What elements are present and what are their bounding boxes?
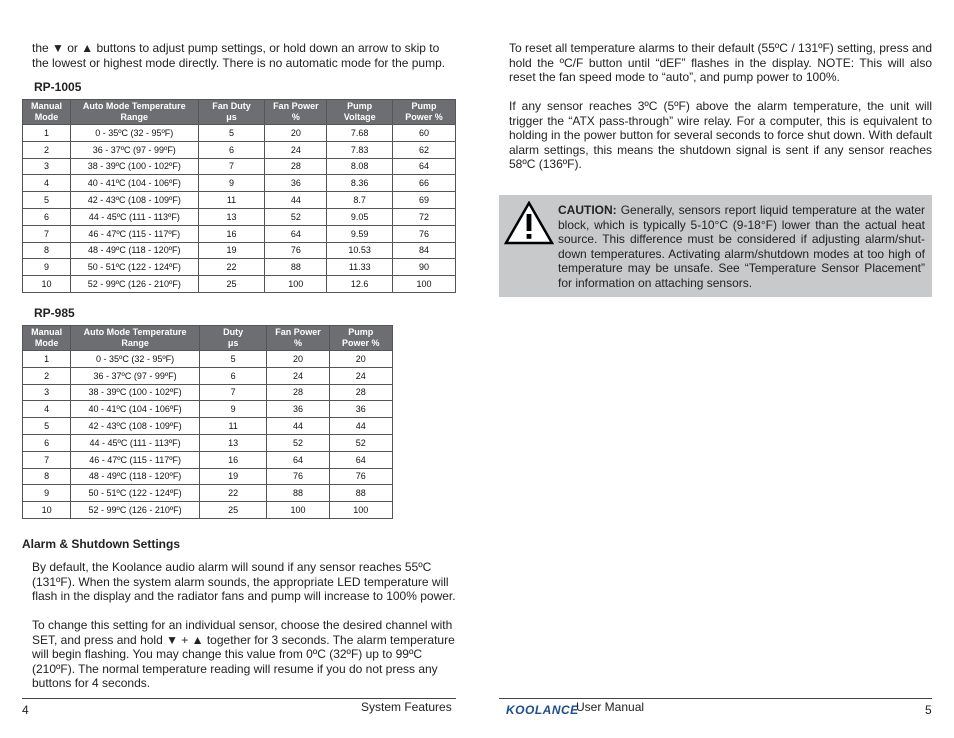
table-row — [23, 276, 456, 293]
table1-title: RP-1005 — [34, 80, 82, 94]
koolance-logo-text: KOOLANCE — [506, 703, 579, 717]
column-header-line: Fan Power — [275, 327, 321, 337]
table-cell: 9 — [23, 259, 71, 276]
table-cell: 50 - 51ºC (122 - 124ºF) — [71, 485, 200, 502]
table-cell: 9 — [23, 485, 71, 502]
table-cell: 100 — [265, 276, 327, 293]
column-header-line: Manual — [31, 327, 63, 337]
table-cell: 13 — [198, 208, 265, 225]
table-cell: 36 — [329, 401, 392, 418]
column-header — [327, 100, 393, 125]
column-header-line: μs — [227, 338, 239, 348]
table-cell: 66 — [393, 175, 456, 192]
table-cell: 25 — [198, 276, 265, 293]
table-cell: 4 — [23, 175, 71, 192]
table-cell: 20 — [329, 351, 392, 368]
table-row — [23, 434, 393, 451]
table-cell: 76 — [329, 468, 392, 485]
column-header-line: Pump — [348, 327, 374, 337]
table-cell: 62 — [393, 141, 456, 158]
table-cell: 5 — [23, 192, 71, 209]
table-cell: 3 — [23, 384, 71, 401]
table-cell: 16 — [199, 451, 266, 468]
column-header-line: % — [293, 338, 302, 348]
table-row — [23, 485, 393, 502]
table-cell: 7.83 — [327, 141, 393, 158]
table-cell: 2 — [23, 367, 71, 384]
column-header — [70, 100, 198, 125]
table-cell: 52 — [329, 434, 392, 451]
table-cell: 76 — [267, 468, 329, 485]
table-row — [23, 451, 393, 468]
column-header-line: Auto Mode Temperature — [82, 101, 186, 111]
table-cell: 19 — [199, 468, 266, 485]
table-cell: 48 - 49ºC (118 - 120ºF) — [71, 468, 200, 485]
footer-manual-title: User Manual — [576, 700, 645, 714]
column-header — [265, 100, 327, 125]
table-cell: 52 — [267, 434, 329, 451]
rp985-table — [22, 325, 393, 519]
pump-intro-paragraph: the ▼ or ▲ buttons to adjust pump settings, or hold down an arrow to skip to the lowest or highest mode directly. There is no automatic mode for the pump. — [32, 41, 446, 70]
table-cell: 76 — [265, 242, 327, 259]
table-cell: 60 — [393, 125, 456, 142]
table-cell: 48 - 49ºC (118 - 120ºF) — [70, 242, 198, 259]
column-header-line: Duty — [223, 327, 244, 337]
table-row — [23, 502, 393, 519]
column-header — [23, 326, 71, 351]
table-cell: 25 — [199, 502, 266, 519]
column-header-line: Fan Power — [273, 101, 319, 111]
table-cell: 9 — [198, 175, 265, 192]
table-cell: 9.59 — [327, 225, 393, 242]
table-cell: 44 - 45ºC (111 - 113ºF) — [71, 434, 200, 451]
table-cell: 40 - 41ºC (104 - 106ºF) — [70, 175, 198, 192]
table-cell: 42 - 43ºC (108 - 109ºF) — [70, 192, 198, 209]
table-row — [23, 225, 456, 242]
table-cell: 7 — [23, 225, 71, 242]
column-header-line: Pump — [347, 101, 373, 111]
column-header-line: Fan Duty — [212, 101, 251, 111]
caution-text — [558, 203, 925, 291]
table-cell: 11.33 — [327, 259, 393, 276]
table-row — [23, 468, 393, 485]
table-row — [23, 259, 456, 276]
table-cell: 44 - 45ºC (111 - 113ºF) — [70, 208, 198, 225]
column-header-line: Auto Mode Temperature — [83, 327, 187, 337]
table-cell: 0 - 35ºC (32 - 95ºF) — [71, 351, 200, 368]
table-cell: 11 — [199, 418, 266, 435]
table-cell: 100 — [329, 502, 392, 519]
table-cell: 10 — [23, 276, 71, 293]
table-cell: 4 — [23, 401, 71, 418]
right-footer-divider — [499, 698, 932, 699]
table-cell: 44 — [265, 192, 327, 209]
table-cell: 88 — [267, 485, 329, 502]
table-cell: 100 — [267, 502, 329, 519]
table-cell: 38 - 39ºC (100 - 102ºF) — [71, 384, 200, 401]
column-header-line: Manual — [30, 101, 62, 111]
table-cell: 9.05 — [327, 208, 393, 225]
column-header-line: % — [291, 112, 300, 122]
column-header-line: Mode — [34, 338, 59, 348]
table-cell: 36 — [267, 401, 329, 418]
table-cell: 0 - 35ºC (32 - 95ºF) — [70, 125, 198, 142]
table-cell: 5 — [23, 418, 71, 435]
table2-title: RP-985 — [34, 306, 75, 320]
table-cell: 8.08 — [327, 158, 393, 175]
page-number-right: 5 — [925, 703, 932, 717]
table-cell: 2 — [23, 141, 71, 158]
column-header-line: μs — [226, 112, 237, 122]
table-cell: 20 — [267, 351, 329, 368]
table-row — [23, 242, 456, 259]
table-cell: 8.7 — [327, 192, 393, 209]
table-cell: 24 — [329, 367, 392, 384]
table-cell: 46 - 47ºC (115 - 117ºF) — [70, 225, 198, 242]
table-header-row — [23, 326, 393, 351]
column-header — [199, 326, 266, 351]
table-cell: 36 — [265, 175, 327, 192]
table-cell: 16 — [198, 225, 265, 242]
column-header — [23, 100, 71, 125]
table-cell: 7.68 — [327, 125, 393, 142]
table-cell: 52 - 99ºC (126 - 210ºF) — [71, 502, 200, 519]
table-cell: 64 — [329, 451, 392, 468]
table-row — [23, 384, 393, 401]
table-cell: 38 - 39ºC (100 - 102ºF) — [70, 158, 198, 175]
table-cell: 28 — [329, 384, 392, 401]
table-cell: 46 - 47ºC (115 - 117ºF) — [71, 451, 200, 468]
column-header-line: Pump — [411, 101, 437, 111]
column-header — [393, 100, 456, 125]
table-cell: 1 — [23, 351, 71, 368]
koolance-logo — [506, 701, 579, 717]
table-cell: 24 — [265, 141, 327, 158]
table-cell: 40 - 41ºC (104 - 106ºF) — [71, 401, 200, 418]
column-header — [267, 326, 329, 351]
table-cell: 19 — [198, 242, 265, 259]
table-cell: 84 — [393, 242, 456, 259]
column-header-line: Range — [121, 338, 149, 348]
table-cell: 28 — [267, 384, 329, 401]
alarm-paragraph-2: To change this setting for an individual sensor, choose the desired channel with SET, and press and hold ▼ + ▲ together for 3 seconds. The alarm temperature will begin flashing. You may change this value from 0ºC (32ºF) up to 99ºC (210ºF). The normal temperature reading will resume if you do not press any buttons for 4 seconds. — [32, 618, 455, 691]
page-number-left: 4 — [22, 703, 29, 717]
table-cell: 28 — [265, 158, 327, 175]
table-cell: 50 - 51ºC (122 - 124ºF) — [70, 259, 198, 276]
footer-section-title: System Features — [361, 700, 452, 714]
table-row — [23, 418, 393, 435]
table-row — [23, 367, 393, 384]
caution-box — [499, 195, 932, 297]
table-row — [23, 401, 393, 418]
table-cell: 7 — [199, 384, 266, 401]
column-header — [329, 326, 392, 351]
table-cell: 7 — [23, 451, 71, 468]
table-cell: 6 — [23, 208, 71, 225]
column-header — [198, 100, 265, 125]
table-row — [23, 175, 456, 192]
table-cell: 52 - 99ºC (126 - 210ºF) — [70, 276, 198, 293]
column-header-line: Mode — [34, 112, 59, 122]
table-cell: 44 — [329, 418, 392, 435]
table-cell: 22 — [199, 485, 266, 502]
alarm-heading: Alarm & Shutdown Settings — [22, 537, 181, 551]
table-cell: 6 — [198, 141, 265, 158]
table-cell: 64 — [265, 225, 327, 242]
table-cell: 90 — [393, 259, 456, 276]
column-header-line: Power % — [342, 338, 380, 348]
table-cell: 8 — [23, 468, 71, 485]
table-cell: 100 — [393, 276, 456, 293]
table-cell: 69 — [393, 192, 456, 209]
table-cell: 64 — [267, 451, 329, 468]
table-cell: 5 — [199, 351, 266, 368]
left-footer-divider — [22, 698, 456, 699]
column-header-line: Power % — [405, 112, 443, 122]
alarm-paragraph-1: By default, the Koolance audio alarm will sound if any sensor reaches 55ºC (131ºF). When the system alarm sounds, the appropriate LED temperature will flash in the display and the radiator fans and pump will increase to 100% power. — [32, 560, 456, 604]
rp1005-table — [22, 99, 456, 293]
column-header-line: Range — [120, 112, 149, 122]
warning-triangle-icon — [504, 201, 554, 245]
table-cell: 42 - 43ºC (108 - 109ºF) — [71, 418, 200, 435]
table-cell: 22 — [198, 259, 265, 276]
table-row — [23, 351, 393, 368]
atx-paragraph: If any sensor reaches 3ºC (5ºF) above the alarm temperature, the unit will trigger the “ATX pass-through” wire relay. For a computer, this is equivalent to holding in the power button for several seconds to force shut down. With default alarm settings, this means the shutdown signal is sent if any sensor reaches 58ºC (136ºF). — [509, 99, 932, 172]
table-cell: 20 — [265, 125, 327, 142]
column-header-line: Voltage — [343, 112, 376, 122]
table-cell: 5 — [198, 125, 265, 142]
table-cell: 88 — [265, 259, 327, 276]
reset-paragraph: To reset all temperature alarms to their default (55ºC / 131ºF) setting, press and hold the ºC/F button until “dEF” flashes in the display. NOTE: This will also reset the fan speed mode to “auto”, and pump power to 100%. — [509, 41, 932, 85]
table-row — [23, 125, 456, 142]
table-cell: 10.53 — [327, 242, 393, 259]
table-cell: 1 — [23, 125, 71, 142]
column-header — [71, 326, 200, 351]
table-cell: 10 — [23, 502, 71, 519]
table-cell: 36 - 37ºC (97 - 99ºF) — [71, 367, 200, 384]
table-cell: 3 — [23, 158, 71, 175]
caution-label: CAUTION: — [558, 203, 617, 217]
table-cell: 44 — [267, 418, 329, 435]
table-cell: 13 — [199, 434, 266, 451]
table-cell: 8.36 — [327, 175, 393, 192]
table-row — [23, 141, 456, 158]
table-cell: 12.6 — [327, 276, 393, 293]
table-cell: 8 — [23, 242, 71, 259]
table-cell: 11 — [198, 192, 265, 209]
table-cell: 9 — [199, 401, 266, 418]
table-cell: 6 — [199, 367, 266, 384]
table-header-row — [23, 100, 456, 125]
table-cell: 64 — [393, 158, 456, 175]
table-cell: 24 — [267, 367, 329, 384]
table-cell: 36 - 37ºC (97 - 99ºF) — [70, 141, 198, 158]
table-cell: 72 — [393, 208, 456, 225]
table-cell: 7 — [198, 158, 265, 175]
table-cell: 88 — [329, 485, 392, 502]
caution-body: Generally, sensors report liquid temperature at the water block, which is typically 5-10°C (9-18°F) lower than the actual heat source. This difference must be considered if adjusting alarm/shut-down temperatures. Activating alarm/shutdown modes at too high of temperature may be unsafe. See “Temperature Sensor Placement” for information on attaching sensors. — [558, 203, 925, 290]
table-row — [23, 208, 456, 225]
table-cell: 76 — [393, 225, 456, 242]
table-row — [23, 192, 456, 209]
table-cell: 6 — [23, 434, 71, 451]
table-cell: 52 — [265, 208, 327, 225]
table-row — [23, 158, 456, 175]
